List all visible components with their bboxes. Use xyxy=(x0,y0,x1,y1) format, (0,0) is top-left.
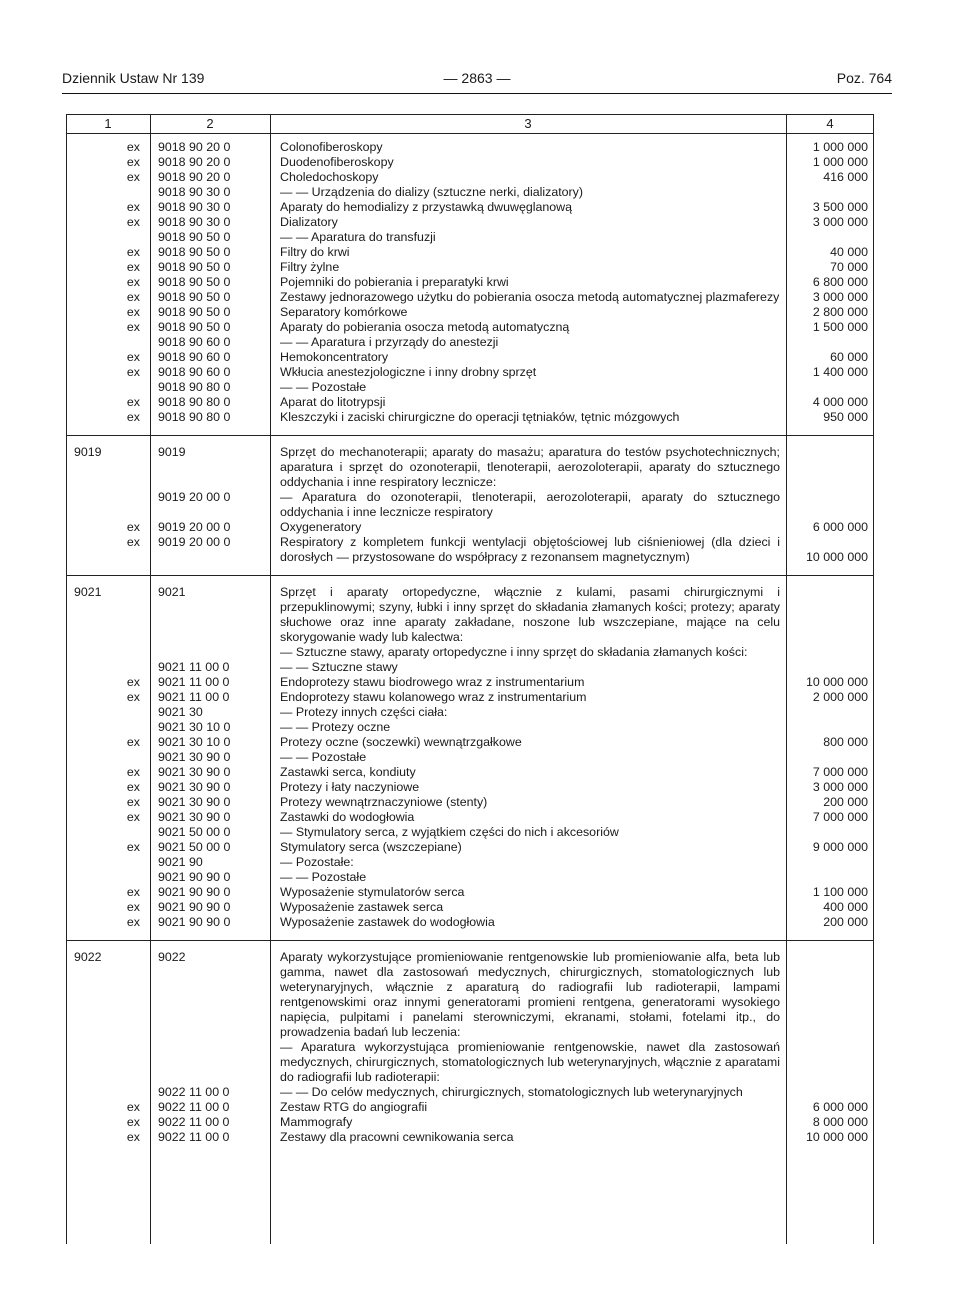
tariff-code-cell: 9018 90 50 0 xyxy=(158,275,231,289)
description-cell: Zestawy dla pracowni cewnikowania serca xyxy=(280,1130,514,1144)
description-cell: — Sztuczne stawy, aparaty ortopedyczne i inny sprzęt do składania złamanych kości: xyxy=(280,645,748,659)
column-1-cell: ex xyxy=(126,350,140,364)
column-1-cell: ex xyxy=(126,170,140,184)
column-1-cell xyxy=(66,230,150,245)
amount-cell: 1 100 000 xyxy=(812,885,868,899)
column-1-cell: ex xyxy=(126,290,140,304)
table-row xyxy=(66,720,874,735)
description-cell: Aparaty do pobierania osocza metodą automatyczną xyxy=(280,320,570,334)
amount-cell: 6 000 000 xyxy=(812,1100,868,1114)
description-cell: Aparat do litotrypsji xyxy=(280,395,386,409)
description-cell: Stymulatory serca (wszczepiane) xyxy=(280,840,462,854)
column-1-cell xyxy=(66,490,150,520)
table-row xyxy=(66,445,874,490)
column-1-cell xyxy=(66,660,150,675)
amount-cell: 3 500 000 xyxy=(812,200,868,214)
description-cell: — — Sztuczne stawy xyxy=(280,660,398,674)
table-row xyxy=(66,490,874,520)
amount-cell: 1 400 000 xyxy=(812,365,868,379)
description-cell: — — Aparatura i przyrządy do anestezji xyxy=(280,335,499,349)
table-row xyxy=(66,870,874,885)
table-row xyxy=(66,795,874,810)
column-1-cell: ex xyxy=(126,535,140,549)
table-row xyxy=(66,230,874,245)
description-cell: — — Pozostałe xyxy=(280,380,367,394)
description-cell: — Stymulatory serca, z wyjątkiem części do nich i akcesoriów xyxy=(280,825,619,839)
page-header xyxy=(62,70,892,92)
description-cell: Zastawki serca, kondiuty xyxy=(280,765,416,779)
amount-cell: 800 000 xyxy=(823,735,868,749)
column-1-cell: ex xyxy=(126,215,140,229)
column-1-cell: ex xyxy=(126,140,140,154)
description-cell: Wyposażenie zastawek serca xyxy=(280,900,444,914)
column-1-cell: ex xyxy=(126,840,140,854)
tariff-code-cell: 9018 90 80 0 xyxy=(158,410,231,424)
table-row xyxy=(66,395,874,410)
description-cell: Wyposażenie stymulatorów serca xyxy=(280,885,465,899)
amount-cell: 10 000 000 xyxy=(805,675,868,689)
description-cell: Aparaty wykorzystujące promieniowanie rentgenowskie lub promieniowanie alfa, beta lub gamma, nawet dla zastosowań medycznych, chirurgicznych, stomatologicznych lub weterynaryjnych, włącznie z aparaturą do radiografii lub radioterapii, lampami rentgenowskimi oraz innymi generatorami promieni rentgena, generatorami wysokiego napięcia, pulpitami i panelami sterowniczymi, ekranami, stołami, fotelami itp., do prowadzenia badań lub leczenia: xyxy=(280,950,780,1039)
amount-cell: 3 000 000 xyxy=(812,215,868,229)
description-cell: Protezy wewnątrznaczyniowe (stenty) xyxy=(280,795,488,809)
description-cell: Duodenofiberoskopy xyxy=(280,155,394,169)
amount-cell: 200 000 xyxy=(823,915,868,929)
description-cell: — — Pozostałe xyxy=(280,870,367,884)
table-row xyxy=(66,200,874,215)
tariff-code-cell: 9018 90 60 0 xyxy=(158,365,231,379)
tariff-code-cell: 9021 30 10 0 xyxy=(158,735,231,749)
column-1-cell: ex xyxy=(126,885,140,899)
tariff-code-cell: 9021 30 10 0 xyxy=(158,720,231,734)
column-1-cell: ex xyxy=(126,520,140,534)
description-cell: Endoprotezy stawu biodrowego wraz z instrumentarium xyxy=(280,675,585,689)
table-row xyxy=(66,1115,874,1130)
position-number: Poz. 764 xyxy=(836,70,892,86)
table-row xyxy=(66,260,874,275)
amount-cell: 400 000 xyxy=(823,900,868,914)
tariff-code-cell: 9021 50 00 0 xyxy=(158,825,231,839)
description-cell: Wyposażenie zastawek do wodogłowia xyxy=(280,915,495,929)
column-1-cell: ex xyxy=(126,245,140,259)
tariff-code-cell xyxy=(150,1040,270,1085)
table-row xyxy=(66,705,874,720)
amount-cell: 416 000 xyxy=(823,170,868,184)
table-row xyxy=(66,350,874,365)
column-header-4: 4 xyxy=(826,116,834,131)
tariff-code-cell: 9021 30 90 0 xyxy=(158,750,231,764)
column-1-cell: ex xyxy=(126,260,140,274)
column-1-cell: ex xyxy=(126,795,140,809)
tariff-code-cell: 9021 50 00 0 xyxy=(158,840,231,854)
description-cell: Zestaw RTG do angiografii xyxy=(280,1100,428,1114)
page-number: — 2863 — xyxy=(443,70,511,86)
description-cell: — Protezy innych części ciała: xyxy=(280,705,448,719)
tariff-code-cell: 9019 xyxy=(158,445,186,459)
column-1-cell xyxy=(66,825,150,840)
table-row xyxy=(66,855,874,870)
table-row xyxy=(66,140,874,155)
table-row xyxy=(66,170,874,185)
tariff-code-cell: 9021 90 90 0 xyxy=(158,900,231,914)
description-cell: — — Pozostałe xyxy=(280,750,367,764)
amount-cell: 60 000 xyxy=(830,350,868,364)
table-row xyxy=(66,585,874,645)
tariff-code-cell: 9018 90 50 0 xyxy=(158,290,231,304)
table-section xyxy=(66,134,874,439)
column-1-cell xyxy=(66,335,150,350)
tariff-code-cell: 9021 90 90 0 xyxy=(158,885,231,899)
column-header-1: 1 xyxy=(104,116,112,131)
description-cell: Sprzęt do mechanoterapii; aparaty do masażu; aparatura do testów psychotechnicznych; aparatura i sprzęt do ozonoterapii, tlenoterapii, aerozoloterapii, aparaty do sztucznego oddychania i inne respiratory lecznicze: xyxy=(280,445,780,489)
tariff-code-cell: 9018 90 30 0 xyxy=(158,200,231,214)
amount-cell: 9 000 000 xyxy=(812,840,868,854)
column-1-cell: ex xyxy=(126,1100,140,1114)
tariff-code-cell: 9021 30 90 0 xyxy=(158,795,231,809)
tariff-code-cell: 9021 11 00 0 xyxy=(158,660,230,674)
table-row xyxy=(66,1130,874,1145)
tariff-code-cell: 9018 90 30 0 xyxy=(158,215,231,229)
description-cell: Zastawki do wodogłowia xyxy=(280,810,415,824)
tariff-code-cell: 9022 11 00 0 xyxy=(158,1130,230,1144)
description-cell: Choledochoskopy xyxy=(280,170,379,184)
column-header-3: 3 xyxy=(524,116,532,131)
section-separator xyxy=(66,435,874,436)
amount-cell: 3 000 000 xyxy=(812,290,868,304)
column-1-cell: ex xyxy=(126,810,140,824)
column-1-cell xyxy=(66,1085,150,1100)
amount-cell: 7 000 000 xyxy=(812,810,868,824)
table-section xyxy=(66,944,874,1159)
tariff-code-cell: 9018 90 50 0 xyxy=(158,305,231,319)
amount-cell: 6 000 000 xyxy=(812,520,868,534)
column-1-cell: ex xyxy=(126,780,140,794)
table-row xyxy=(66,215,874,230)
tariff-code-cell: 9021 90 90 0 xyxy=(158,915,231,929)
description-cell: Zestawy jednorazowego użytku do pobierania osocza metodą automatycznej plazmaferezy xyxy=(280,290,780,304)
tariff-code-cell: 9018 90 30 0 xyxy=(158,185,231,199)
table-section xyxy=(66,579,874,944)
description-cell: Kleszczyki i zaciski chirurgiczne do operacji tętniaków, tętnic mózgowych xyxy=(280,410,680,424)
column-1-cell: ex xyxy=(126,690,140,704)
table-row xyxy=(66,825,874,840)
amount-cell: 40 000 xyxy=(830,245,868,259)
tariff-code-cell: 9018 90 60 0 xyxy=(158,350,231,364)
tariff-code-cell: 9021 90 90 0 xyxy=(158,870,231,884)
description-cell: Filtry do krwi xyxy=(280,245,350,259)
table-body xyxy=(66,134,874,1159)
column-1-cell: ex xyxy=(126,915,140,929)
column-1-cell: ex xyxy=(126,735,140,749)
table-row xyxy=(66,885,874,900)
table-row xyxy=(66,810,874,825)
table-row xyxy=(66,735,874,750)
column-1-cell: ex xyxy=(126,365,140,379)
table-top-border xyxy=(66,114,874,115)
amount-cell: 70 000 xyxy=(830,260,868,274)
column-1-cell: ex xyxy=(126,305,140,319)
tariff-code-cell: 9021 xyxy=(158,585,186,599)
header-rule xyxy=(62,93,892,94)
amount-cell: 2 800 000 xyxy=(812,305,868,319)
amount-cell: 10 000 000 xyxy=(805,1130,868,1144)
table-row xyxy=(66,410,874,425)
description-cell: — Aparatura do ozonoterapii, tlenoterapii, aerozoloterapii, aparaty do sztucznego oddychania i inne lecznicze respiratory xyxy=(280,490,780,519)
table-row xyxy=(66,750,874,765)
table-row xyxy=(66,765,874,780)
description-cell: — Pozostałe: xyxy=(280,855,354,869)
table-row xyxy=(66,660,874,675)
journal-title: Dziennik Ustaw Nr 139 xyxy=(62,70,205,86)
column-1-cell: ex xyxy=(126,1130,140,1144)
table-row xyxy=(66,690,874,705)
description-cell: Dializatory xyxy=(280,215,338,229)
column-1-cell: ex xyxy=(126,395,140,409)
tariff-code-cell: 9021 30 90 0 xyxy=(158,810,231,824)
description-cell: Protezy oczne (soczewki) wewnątrzgałkowe xyxy=(280,735,522,749)
column-1-cell xyxy=(66,185,150,200)
description-cell: Endoprotezy stawu kolanowego wraz z instrumentarium xyxy=(280,690,587,704)
column-1-cell: ex xyxy=(126,155,140,169)
description-cell: Sprzęt i aparaty ortopedyczne, włącznie z kulami, pasami chirurgicznymi i przepuklinowymi; szyny, łubki i inny sprzęt do składania złamanych kości; protezy; aparaty słuchowe oraz inne aparaty zakładane, noszone lub wszczepiane, mające na celu skorygowanie wady lub kalectwa: xyxy=(280,585,780,644)
amount-cell: 1 500 000 xyxy=(812,320,868,334)
table-row xyxy=(66,365,874,380)
table-row xyxy=(66,185,874,200)
column-1-cell xyxy=(66,720,150,735)
table-row xyxy=(66,335,874,350)
table-row xyxy=(66,520,874,535)
column-1-cell xyxy=(66,750,150,765)
description-cell: Aparaty do hemodializy z przystawką dwuwęglanową xyxy=(280,200,573,214)
tariff-code-cell: 9018 90 50 0 xyxy=(158,245,231,259)
column-1-cell: ex xyxy=(126,765,140,779)
table-row xyxy=(66,780,874,795)
section-separator xyxy=(66,940,874,941)
table-row xyxy=(66,645,874,660)
tariff-code-cell: 9022 11 00 0 xyxy=(158,1085,230,1099)
amount-cell: 200 000 xyxy=(823,795,868,809)
tariff-code-cell: 9021 11 00 0 xyxy=(158,675,230,689)
table-row xyxy=(66,305,874,320)
amount-cell: 4 000 000 xyxy=(812,395,868,409)
table-row xyxy=(66,900,874,915)
table-row xyxy=(66,840,874,855)
table-row xyxy=(66,245,874,260)
tariff-code-cell: 9021 30 90 0 xyxy=(158,765,231,779)
table-row xyxy=(66,290,874,305)
description-cell: Respiratory z kompletem funkcji wentylacji objętościowej lub ciśnieniowej (dla dzieci i dorosłych — przystosowane do współpracy z rezonansem magnetycznym) xyxy=(280,535,780,564)
table-row xyxy=(66,320,874,335)
tariff-code-cell: 9022 11 00 0 xyxy=(158,1115,230,1129)
column-1-cell: 9022 xyxy=(74,950,102,964)
section-separator xyxy=(66,575,874,576)
amount-cell: 7 000 000 xyxy=(812,765,868,779)
table-row xyxy=(66,675,874,690)
amount-cell: 10 000 000 xyxy=(805,550,868,564)
tariff-code-cell: 9018 90 50 0 xyxy=(158,260,231,274)
description-cell: Pojemniki do pobierania i preparatyki krwi xyxy=(280,275,509,289)
table-row xyxy=(66,380,874,395)
tariff-code-cell: 9019 20 00 0 xyxy=(158,535,231,549)
column-1-cell xyxy=(66,870,150,885)
column-1-cell: ex xyxy=(126,275,140,289)
description-cell: — — Protezy oczne xyxy=(280,720,391,734)
table-row xyxy=(66,275,874,290)
column-1-cell xyxy=(66,705,150,720)
amount-cell: 950 000 xyxy=(823,410,868,424)
amount-cell: 6 800 000 xyxy=(812,275,868,289)
tariff-table xyxy=(66,114,874,1244)
description-cell: Hemokoncentratory xyxy=(280,350,389,364)
tariff-code-cell: 9018 90 20 0 xyxy=(158,140,231,154)
tariff-code-cell: 9018 90 50 0 xyxy=(158,230,231,244)
tariff-code-cell: 9021 90 xyxy=(158,855,203,869)
tariff-code-cell: 9021 11 00 0 xyxy=(158,690,230,704)
table-row xyxy=(66,535,874,565)
column-1-cell: ex xyxy=(126,675,140,689)
column-1-cell: ex xyxy=(126,900,140,914)
description-cell: Filtry żylne xyxy=(280,260,340,274)
table-row xyxy=(66,1100,874,1115)
table-row xyxy=(66,915,874,930)
column-1-cell xyxy=(66,1040,150,1085)
description-cell: Mammografy xyxy=(280,1115,353,1129)
tariff-code-cell: 9021 30 90 0 xyxy=(158,780,231,794)
column-1-cell: 9019 xyxy=(74,445,102,459)
tariff-code-cell: 9018 90 80 0 xyxy=(158,380,231,394)
column-1-cell xyxy=(66,380,150,395)
description-cell: Wkłucia anestezjologiczne i inny drobny sprzęt xyxy=(280,365,537,379)
column-1-cell: ex xyxy=(126,1115,140,1129)
tariff-code-cell: 9018 90 80 0 xyxy=(158,395,231,409)
description-cell: Separatory komórkowe xyxy=(280,305,408,319)
amount-cell: 3 000 000 xyxy=(812,780,868,794)
description-cell: Protezy i łaty naczyniowe xyxy=(280,780,420,794)
tariff-code-cell: 9018 90 20 0 xyxy=(158,170,231,184)
tariff-code-cell: 9018 90 50 0 xyxy=(158,320,231,334)
tariff-code-cell: 9022 xyxy=(158,950,186,964)
table-section xyxy=(66,439,874,579)
amount-cell: 1 000 000 xyxy=(812,140,868,154)
column-1-cell xyxy=(66,855,150,870)
tariff-code-cell: 9019 20 00 0 xyxy=(158,520,231,534)
description-cell: — — Aparatura do transfuzji xyxy=(280,230,436,244)
tariff-code-cell xyxy=(150,645,270,660)
column-header-2: 2 xyxy=(206,116,214,131)
tariff-code-cell: 9018 90 20 0 xyxy=(158,155,231,169)
column-1-cell: 9021 xyxy=(74,585,102,599)
table-row xyxy=(66,1085,874,1100)
table-row xyxy=(66,1040,874,1085)
tariff-code-cell: 9018 90 60 0 xyxy=(158,335,231,349)
amount-cell: 1 000 000 xyxy=(812,155,868,169)
description-cell: — Aparatura wykorzystująca promieniowanie rentgenowskie, nawet dla zastosowań medycznych, chirurgicznych, stomatologicznych lub weterynaryjnych, włącznie z aparatami do radiografii lub radioterapii: xyxy=(280,1040,780,1084)
amount-cell: 2 000 000 xyxy=(812,690,868,704)
column-1-cell xyxy=(66,645,150,660)
column-1-cell: ex xyxy=(126,320,140,334)
amount-cell: 8 000 000 xyxy=(812,1115,868,1129)
tariff-code-cell: 9021 30 xyxy=(158,705,203,719)
table-row xyxy=(66,950,874,1040)
description-cell: Colonofiberoskopy xyxy=(280,140,383,154)
tariff-code-cell: 9019 20 00 0 xyxy=(158,490,231,504)
description-cell: Oxygeneratory xyxy=(280,520,362,534)
column-1-cell: ex xyxy=(126,410,140,424)
table-row xyxy=(66,155,874,170)
tariff-code-cell: 9022 11 00 0 xyxy=(158,1100,230,1114)
column-1-cell: ex xyxy=(126,200,140,214)
description-cell: — — Do celów medycznych, chirurgicznych, stomatologicznych lub weterynaryjnych xyxy=(280,1085,743,1099)
description-cell: — — Urządzenia do dializy (sztuczne nerki, dializatory) xyxy=(280,185,583,199)
